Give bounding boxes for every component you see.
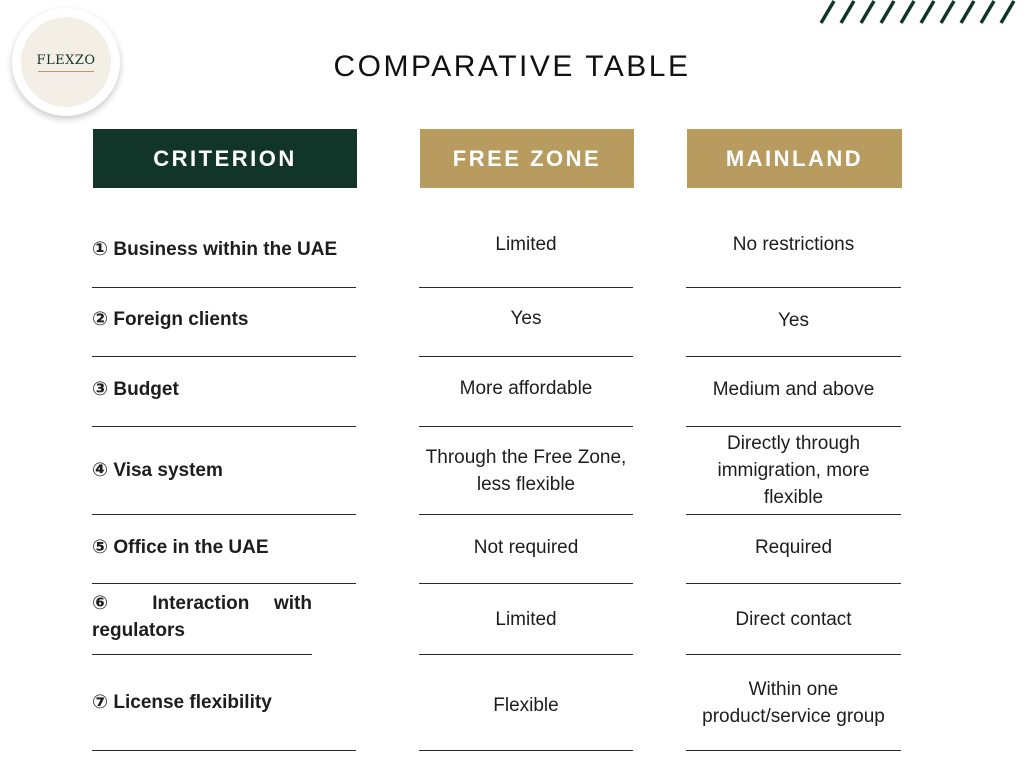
row-2-criterion [92, 288, 356, 357]
header-free-zone: FREE ZONE [420, 129, 634, 188]
row-7-free-zone: Flexible [419, 655, 633, 751]
row-1-criterion [92, 212, 356, 288]
row-6-criterion-text: ⑥ Interaction with regulators [92, 593, 312, 641]
diagonal-stripes-decoration [815, 0, 1020, 24]
row-6-free-zone: Limited [419, 584, 633, 655]
row-4-criterion-text: ④ Visa system [92, 460, 223, 481]
row-6-criterion [92, 584, 312, 655]
row-1-criterion-text: ① Business within the UAE [92, 239, 338, 260]
row-2-free-zone: Yes [419, 288, 633, 357]
row-5-mainland: Required [686, 515, 901, 584]
row-1-free-zone: Limited [419, 212, 633, 288]
header-criterion: CRITERION [93, 129, 357, 188]
row-7-criterion-text: ⑦ License flexibility [92, 692, 272, 713]
row-1-mainland: No restrictions [686, 212, 901, 288]
row-5-criterion [92, 515, 356, 584]
header-mainland: MAINLAND [687, 129, 902, 188]
row-6-mainland: Direct contact [686, 584, 901, 655]
row-5-free-zone: Not required [419, 515, 633, 584]
row-3-criterion [92, 357, 356, 427]
page-title: COMPARATIVE TABLE [333, 50, 691, 83]
row-3-criterion-text: ③ Budget [92, 379, 179, 400]
row-4-mainland: Directly through immigration, more flexible [686, 427, 901, 515]
row-2-mainland: Yes [686, 288, 901, 357]
row-5-criterion-text: ⑤ Office in the UAE [92, 536, 269, 558]
row-2-criterion-text: ② Foreign clients [92, 308, 249, 330]
row-4-free-zone: Through the Free Zone, less flexible [419, 427, 633, 515]
row-4-criterion [92, 427, 356, 515]
row-7-criterion [92, 655, 356, 751]
logo-text: FLEXZO [36, 52, 96, 68]
row-3-mainland: Medium and above [686, 357, 901, 427]
row-3-free-zone: More affordable [419, 357, 633, 427]
row-7-mainland: Within one product/service group [686, 655, 901, 751]
